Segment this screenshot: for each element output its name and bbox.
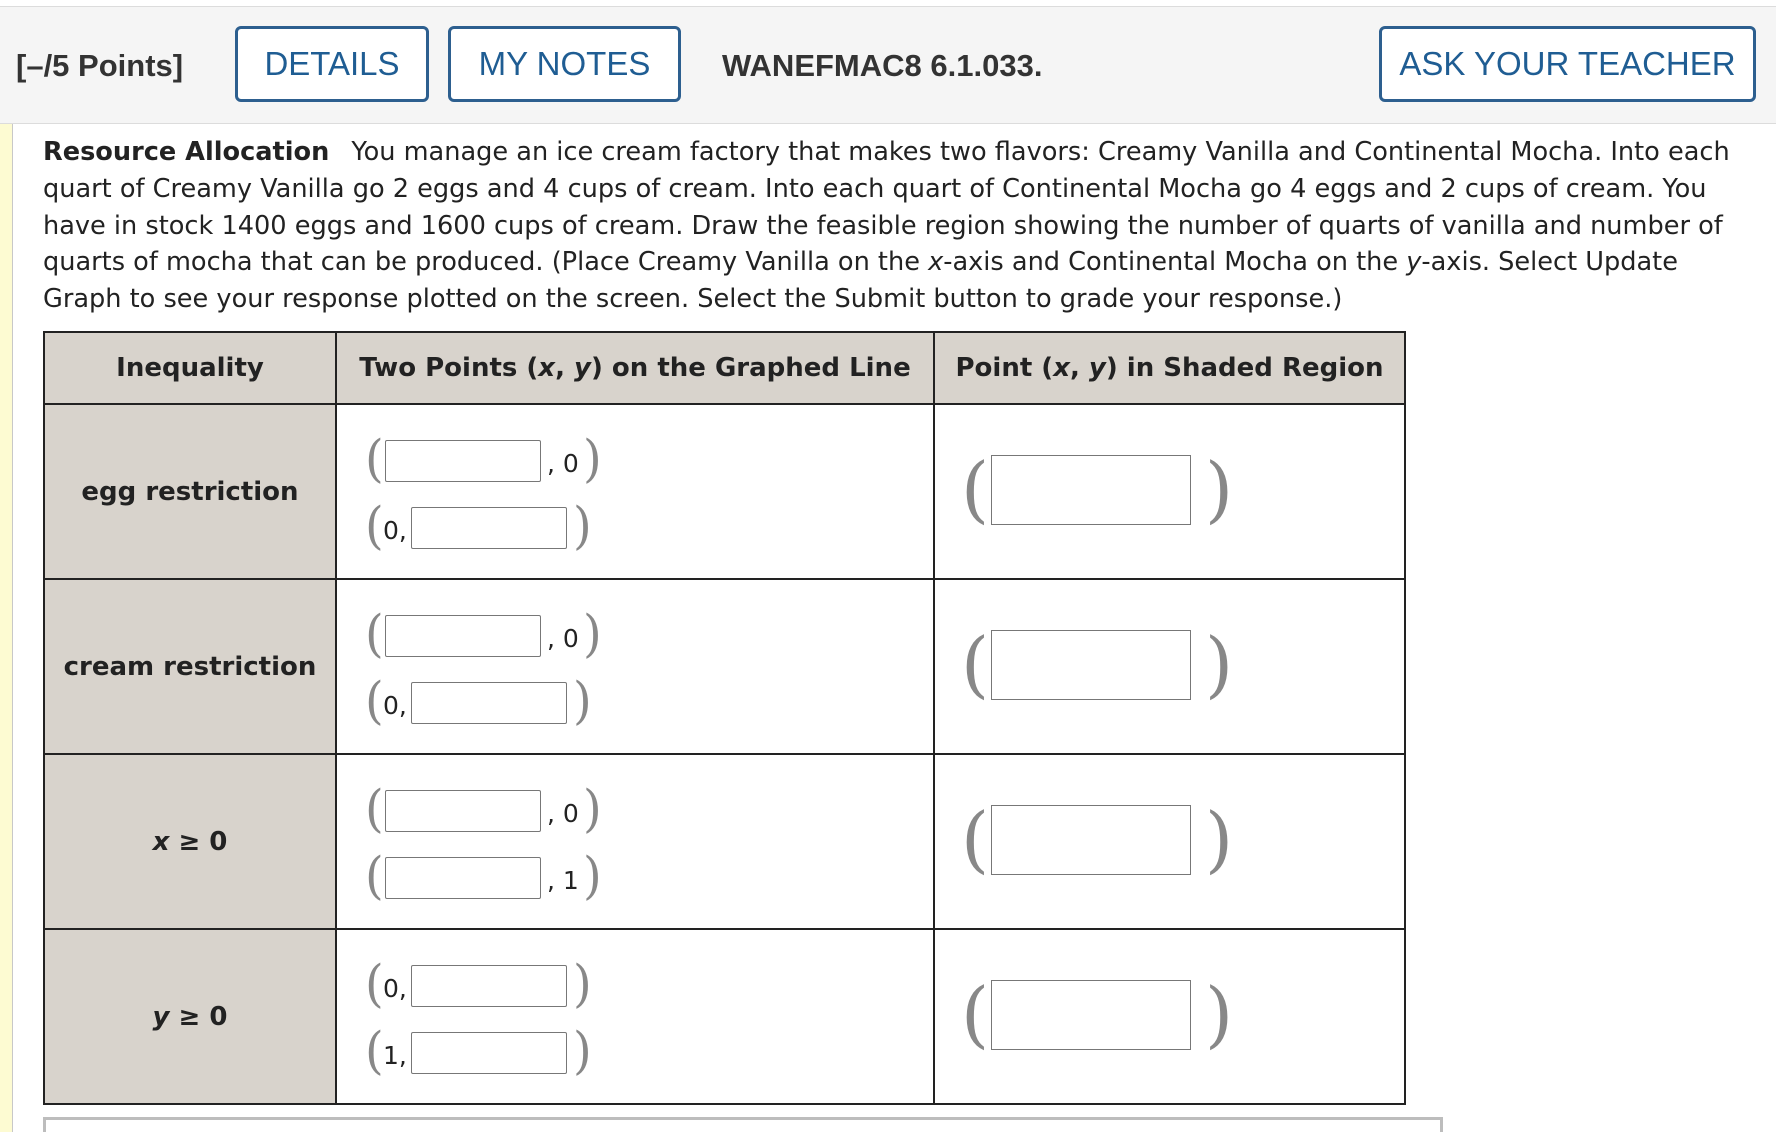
header-shaded-point: Point (x, y) in Shaded Region [934,332,1405,404]
row-label-egg: egg restriction [44,404,336,579]
question-text [43,134,1743,318]
point-2: ( 0, ) [365,496,592,556]
header-two-points: Two Points (x, y) on the Graphed Line [336,332,934,404]
x-intercept-input[interactable] [385,615,541,657]
row-label-y-nonneg: y ≥ 0 [44,929,336,1104]
points-label: [–/5 Points] [16,48,184,83]
row-label-cream: cream restriction [44,579,336,754]
table-row [44,404,1405,579]
shaded-point-input[interactable] [991,805,1191,875]
question-id: WANEFMAC8 6.1.033. [722,48,1043,83]
x-intercept-input[interactable] [385,440,541,482]
question-body-1: You manage an ice cream factory that makes two flavors: Creamy Vanilla and Continental Mocha. Into each quart of Creamy Vanilla go 2 eggs and 4 cups of cream. Into each quart of Continental Mocha go 4 eggs and 2 cups of cream. You have in stock 1400 eggs and 1600 cups of cream. Draw the feasible region showing the number of quarts of vanilla and number of quarts of mocha that can be produced. (Place Creamy Vanilla on the [43,137,1730,278]
graph-panel-edge [43,1117,1443,1132]
line-points-cell [336,579,934,754]
answer-table [43,331,1406,1105]
x-value-input[interactable] [385,857,541,899]
shaded-point-input[interactable] [991,980,1191,1050]
point-2: ( 0, ) [365,671,592,731]
question-left-rail [0,124,13,1132]
my-notes-button[interactable]: MY NOTES [448,26,681,102]
shaded-point-cell: ( ) [934,579,1405,754]
x-value-input[interactable] [385,790,541,832]
line-points-cell [336,404,934,579]
point-1: ( , 0 ) [365,604,602,664]
x-variable: x [928,247,944,278]
line-points-cell [336,929,934,1104]
y-value-input[interactable] [411,1032,567,1074]
header-inequality: Inequality [44,332,336,404]
table-row [44,929,1405,1104]
details-button[interactable]: DETAILS [235,26,429,102]
ask-your-teacher-button[interactable]: ASK YOUR TEACHER [1379,26,1756,102]
table-row [44,754,1405,929]
row-label-x-nonneg: x ≥ 0 [44,754,336,929]
question-body-3: -axis. Select Update Graph to see your response plotted on the screen. Select the Submit button to grade your response.) [43,247,1678,315]
table-row [44,579,1405,754]
question-header-bar [0,6,1776,124]
shaded-point-cell: ( ) [934,929,1405,1104]
point-1: ( 0, ) [365,954,592,1014]
question-title: Resource Allocation [43,137,330,167]
table-header-row [44,332,1405,404]
point-2: ( , 1 ) [365,846,602,906]
y-intercept-input[interactable] [411,507,567,549]
point-1: ( , 0 ) [365,779,602,839]
y-intercept-input[interactable] [411,682,567,724]
shaded-point-input[interactable] [991,630,1191,700]
line-points-cell [336,754,934,929]
point-1: ( , 0 ) [365,429,602,489]
y-variable: y [1406,247,1422,278]
shaded-point-input[interactable] [991,455,1191,525]
shaded-point-cell: ( ) [934,404,1405,579]
point-2: ( 1, ) [365,1021,592,1081]
shaded-point-cell: ( ) [934,754,1405,929]
question-body-2: -axis and Continental Mocha on the [943,247,1407,278]
y-value-input[interactable] [411,965,567,1007]
